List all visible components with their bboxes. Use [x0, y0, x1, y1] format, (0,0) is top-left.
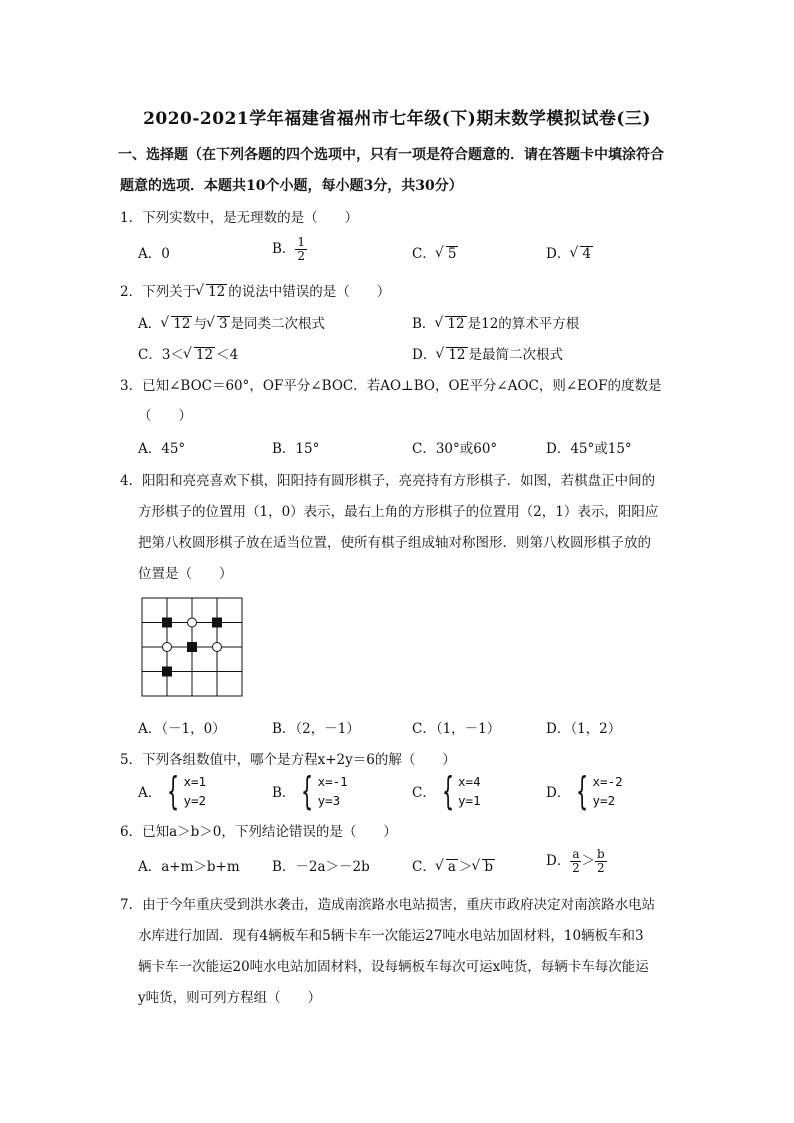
sqrt-symbol: √ 12 [161, 316, 192, 332]
q3-option-a: A．45° [138, 441, 186, 457]
q7-stem-line1: 7．由于今年重庆受到洪水袭击，造成南滨路水电站损害，重庆市政府决定对南滨路水电站 [120, 897, 656, 913]
q1-option-c: C．√ 5 [412, 242, 459, 262]
q2-option-a: A．√ 12 与√ 3 是同类二次根式 [138, 312, 325, 332]
sqrt-symbol: √ b [472, 859, 495, 875]
chessboard-figure [141, 597, 244, 697]
q3-stem-line2: （ ） [138, 408, 192, 424]
q3-option-b: B．15° [272, 441, 320, 457]
square-piece [162, 618, 172, 628]
q5-stem: 5．下列各组数值中，哪个是方程x+2y＝6的解（ ） [120, 752, 456, 768]
q2-option-c: C．3＜√ 12 ＜4 [138, 343, 238, 363]
q2-stem: 2．下列关于√ 12 的说法中错误的是（ ） [120, 280, 390, 300]
q3-option-d: D．45°或15° [546, 441, 632, 457]
q3-stem-line1: 3．已知∠BOC＝60°，OF平分∠BOC．若AO⊥BO，OE平分∠AOC，则∠EOF的度数是 [120, 378, 662, 394]
section-heading-line2: 题意的选项．本题共10个小题，每小题3分，共30分） [120, 178, 463, 194]
q5-option-d: D． { x=-2 y=2 [546, 769, 623, 813]
q6-option-d: D． $\frac{a}{2}$ ＞ $\frac{b}{2}$ [546, 847, 605, 875]
q5-option-b: B． { x=-1 y=3 [272, 769, 348, 813]
q5-option-c: C． { x=4 y=1 [412, 769, 481, 813]
q7-stem-line3: 辆卡车一次能运20吨水电站加固材料，设每辆板车每次可运x吨货，每辆卡车每次能运 [138, 959, 649, 975]
sqrt-symbol: √ a [436, 859, 458, 875]
q4-stem-line1: 4．阳阳和亮亮喜欢下棋，阳阳持有圆形棋子，亮亮持有方形棋子．如图，若棋盘正中间的 [120, 473, 656, 489]
q3-option-c: C．30°或60° [412, 441, 498, 457]
sqrt-symbol: √ 12 [435, 316, 466, 332]
square-piece [212, 618, 222, 628]
q6-stem: 6．已知a＞b＞0，下列结论错误的是（ ） [120, 824, 397, 840]
sqrt-symbol: √ 3 [207, 316, 230, 332]
q7-stem-line2: 水库进行加固．现有4辆板车和5辆卡车一次能运27吨水电站加固材料，10辆板车和3 [138, 928, 644, 944]
q1-option-b: B． $\frac{1}{2}$ [272, 235, 306, 263]
round-piece [188, 618, 197, 627]
round-piece [213, 643, 222, 652]
q1-stem: 1．下列实数中，是无理数的是（ ） [120, 210, 359, 226]
q4-stem-line3: 把第八枚圆形棋子放在适当位置，使所有棋子组成轴对称图形．则第八枚圆形棋子放的 [138, 535, 651, 551]
sqrt-symbol: √ 12 [436, 347, 467, 363]
q2-option-b: B．√ 12 是12的算术平方根 [412, 312, 579, 332]
q4-stem-line4: 位置是（ ） [138, 566, 233, 582]
q1-option-d: D．√ 4 [546, 242, 594, 262]
q6-option-a: A．a+m＞b+m [138, 859, 240, 875]
q4-option-a: A．（－1，0） [138, 721, 226, 737]
sqrt-symbol: √ 12 [184, 347, 215, 363]
square-piece [187, 642, 197, 652]
q2-option-d: D．√ 12 是最简二次根式 [412, 343, 563, 363]
q4-stem-line2: 方形棋子的位置用（1，0）表示，最右上角的方形棋子的位置用（2，1）表示，阳阳应 [138, 504, 659, 520]
q6-option-b: B．－2a＞－2b [272, 859, 370, 875]
q1-option-a: A．0 [138, 246, 170, 262]
fraction: $\frac{b}{2}$ [596, 847, 605, 875]
q4-option-d: D．（1，2） [546, 721, 622, 737]
fraction: $\frac{1}{2}$ [297, 235, 306, 263]
fraction: $\frac{a}{2}$ [572, 847, 580, 875]
round-piece [163, 643, 172, 652]
q6-option-c: C．√ a ＞√ b [412, 855, 496, 875]
q4-option-c: C．（1，－1） [412, 721, 501, 737]
q7-stem-line4: y吨货，则可列方程组（ ） [138, 990, 322, 1006]
sqrt-symbol: √ 12 [196, 284, 227, 300]
section-heading-line1: 一、选择题（在下列各题的四个选项中，只有一项是符合题意的．请在答题卡中填涂符合 [118, 147, 664, 163]
square-piece [162, 667, 172, 677]
page-title: 2020-2021学年福建省福州市七年级(下)期末数学模拟试卷(三) [143, 109, 651, 129]
q5-option-a: A． { x=1 y=2 [138, 769, 207, 813]
sqrt-symbol: √ 4 [570, 246, 593, 262]
sqrt-symbol: √ 5 [436, 246, 459, 262]
q4-option-b: B．（2，－1） [272, 721, 360, 737]
